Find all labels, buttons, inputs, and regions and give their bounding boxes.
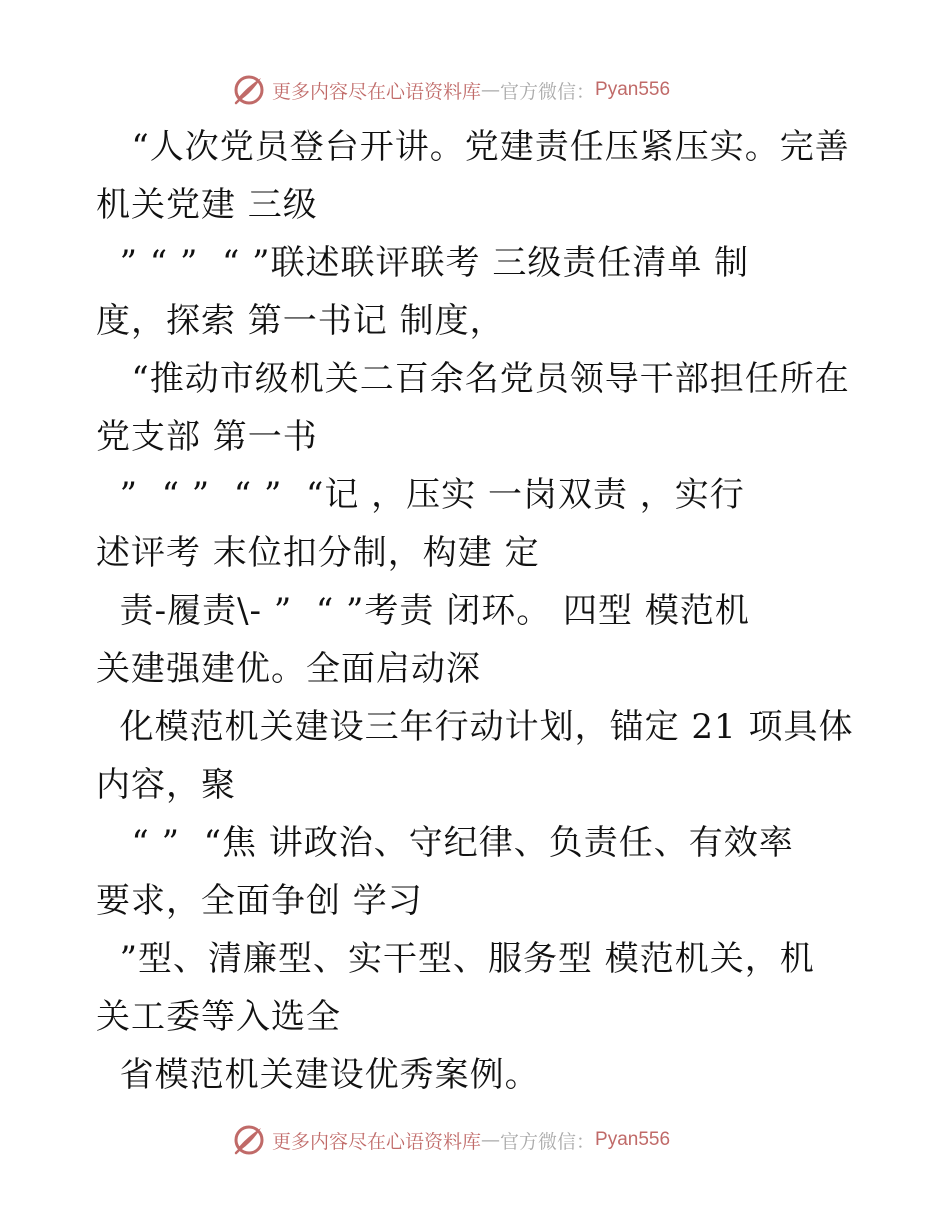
text-line: ” “ ” “ ” “记 ，压实 一岗双责 ，实行: [96, 475, 745, 515]
text-line: 度，探索 第一书记 制度，: [96, 301, 505, 341]
text-line: 化模范机关建设三年行动计划，锚定 21 项具体: [96, 707, 854, 747]
text-line: 机关党建 三级: [96, 185, 318, 225]
text-line: 内容，聚: [96, 765, 236, 805]
text-line: 关建强建优。全面启动深: [96, 649, 481, 689]
text-line: ” “ ” “ ”联述联评联考 三级责任清单 制: [96, 243, 750, 283]
text-line: “推动市级机关二百余名党员领导干部担任所在: [96, 359, 850, 399]
header-watermark: [232, 73, 670, 107]
text-line: 关工委等入选全: [96, 997, 341, 1037]
header-brand: 更多内容尽在心语资料库: [272, 80, 482, 103]
footer-subtitle: 官方微信：: [500, 1130, 596, 1153]
text-line: ”型、清廉型、实干型、服务型 模范机关，机: [96, 939, 815, 979]
text-line: “ ” “焦 讲政治、守纪律、负责任、有效率: [96, 823, 794, 863]
text-line: “人次党员登台开讲。党建责任压紧压实。完善: [96, 127, 850, 167]
text-line: 要求，全面争创 学习: [96, 881, 423, 921]
text-line: 述评考 末位扣分制，构建 定: [96, 533, 540, 573]
header-separator: —: [481, 79, 501, 101]
text-line: 责-履责\- ” “ ”考责 闭环。 四型 模范机: [96, 591, 750, 631]
text-line: 党支部 第一书: [96, 417, 318, 457]
quill-pen-logo-icon: [232, 73, 266, 107]
header-account: Pyan556: [595, 79, 671, 100]
footer-brand: 更多内容尽在心语资料库: [272, 1130, 482, 1153]
footer-account: Pyan556: [595, 1129, 671, 1150]
body-text: [96, 118, 856, 1104]
header-subtitle: 官方微信：: [500, 80, 596, 103]
text-line: 省模范机关建设优秀案例。: [96, 1055, 540, 1095]
footer-watermark: [232, 1123, 670, 1157]
quill-pen-logo-icon: [232, 1123, 266, 1157]
footer-separator: —: [481, 1129, 501, 1151]
